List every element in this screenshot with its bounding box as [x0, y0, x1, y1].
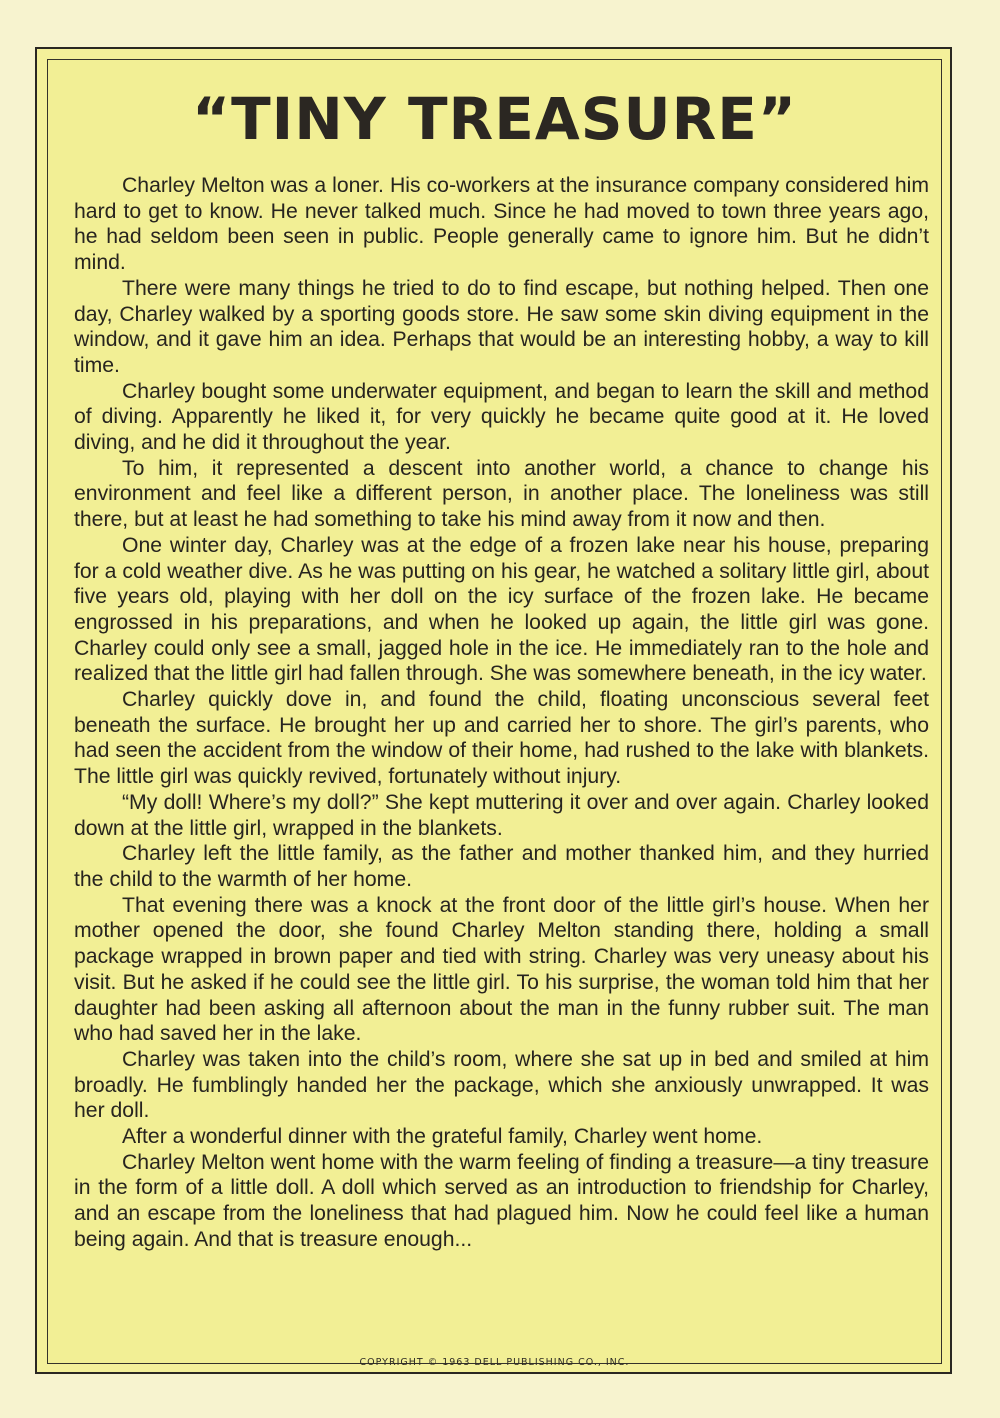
outer-border: [35, 47, 952, 1374]
story-panel: [47, 59, 942, 1368]
paragraph: That evening there was a knock at the front door of the little girl’s house. When her mother opened the door, she found Charley Melton standing there, holding a small package wrapped in brown paper and tied with string. Charley was very uneasy about his visit. But he asked if he could see the little girl. To his surprise, the woman told him that her daughter had been asking all afternoon about the man in the funny rubber suit. The man who had saved her in the lake.: [74, 893, 929, 1046]
story-body: [74, 173, 929, 1253]
paragraph: There were many things he tried to do to find escape, but nothing helped. Then one day, Charley walked by a sporting goods store. He saw some skin diving equipment in the window, and it gave him an idea. Perhaps that would be an interesting hobby, a way to kill time.: [74, 276, 929, 377]
paragraph: Charley was taken into the child’s room, where she sat up in bed and smiled at him broadly. He fumblingly handed her the package, which she anxiously unwrapped. It was her doll.: [74, 1047, 929, 1123]
copyright-notice: COPYRIGHT © 1963 DELL PUBLISHING CO., INC.: [359, 1357, 630, 1368]
paragraph: Charley Melton was a loner. His co-workers at the insurance company considered him hard to get to know. He never talked much. Since he had moved to town three years ago, he had seldom been seen in public. People generally came to ignore him. But he didn’t mind.: [74, 174, 929, 275]
paragraph: Charley left the little family, as the father and mother thanked him, and they hurried the child to the warmth of her home.: [74, 842, 929, 891]
paragraph: After a wonderful dinner with the grateful family, Charley went home.: [122, 1125, 763, 1149]
paragraph: Charley Melton went home with the warm feeling of finding a treasure—a tiny treasure in the form of a little doll. A doll which served as an introduction to friendship for Charley, and an escape from the loneliness that had plagued him. Now he could feel like a human being again. And that is treasure enough...: [74, 1150, 929, 1251]
paragraph: “My doll! Where’s my doll?” She kept muttering it over and over again. Charley looked down at the little girl, wrapped in the blankets.: [74, 790, 929, 840]
paragraph: Charley bought some underwater equipment, and began to learn the skill and method of diving. Apparently he liked it, for very quickly he became quite good at it. He loved diving, and he did it throughout the year.: [74, 379, 929, 455]
paragraph: Charley quickly dove in, and found the child, floating unconscious several feet beneath the surface. He brought her up and carried her to shore. The girl’s parents, who had seen the accident from the window of their home, had rushed to the lake with blankets. The little girl was quickly revived, fortunately without injury.: [74, 688, 929, 789]
paragraph: One winter day, Charley was at the edge of a frozen lake near his house, preparing for a cold weather dive. As he was putting on his gear, he watched a solitary little girl, about five years old, playing with her doll on the icy surface of the frozen lake. He became engrossed in his preparations, and when he looked up again, the little girl was gone. Charley could only see a small, jagged hole in the ice. He immediately ran to the hole and realized that the little girl had fallen through. She was somewhere beneath, in the icy water.: [74, 533, 929, 686]
story-title: “TINY TREASURE”: [192, 85, 797, 153]
paragraph: To him, it represented a descent into another world, a chance to change his environment and feel like a different person, in another place. The loneliness was still there, but at least he had something to take his mind away from it now and then.: [74, 456, 929, 532]
